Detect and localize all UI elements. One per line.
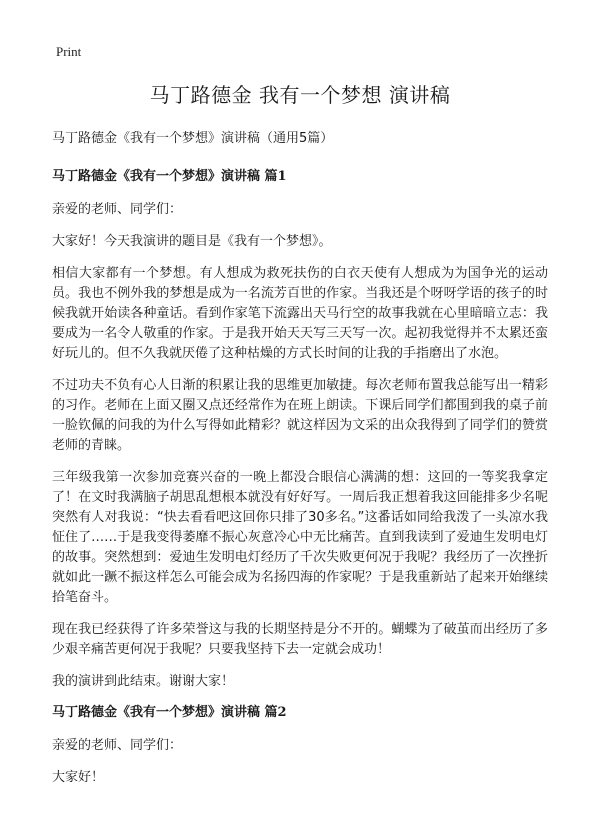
body-paragraph: 三年级我第一次参加竞赛兴奋的一晚上都没合眼信心满满的想：这回的一等奖我拿定了！在文时我满脑子胡思乱想根本就没有好好写。一周后我正想着我这回能排多少名呢突然有人对我说：“快去看看吧这回你只排了30多名。”这番话如同给我泼了一头凉水我怔住了……于是我变得萎靡不振心灰意冷心中无比痛苦。直到我读到了爱迪生发明电灯的故事。突然想到：爱迪生发明电灯经历了千次失败更何况于我呢？我经历了一次挫折就如此一蹶不振这样怎么可能会成为名扬四海的作家呢？于是我重新站了起来开始继续拾笔奋斗。 xyxy=(52,470,548,605)
speech-section-2 xyxy=(52,704,548,788)
body-paragraph: 相信大家都有一个梦想。有人想成为救死扶伤的白衣天使有人想成为为国争光的运动员。我也不例外我的梦想是成为一名流芳百世的作家。当我还是个呀呀学语的孩子的时候我就开始读各种童话。看到作家笔下流露出天马行空的故事我就在心里暗暗立志：我要成为一名令人敬重的作家。于是我开始天天写三天写一次。起初我觉得并不太累还蛮好玩儿的。但不久我就厌倦了这种枯燥的方式长时间的让我的手指磨出了水泡。 xyxy=(52,266,548,361)
body-paragraph: 现在我已经获得了许多荣誉这与我的长期坚持是分不开的。蝴蝶为了破茧而出经历了多少艰辛痛苦更何况于我呢？只要我坚持下去一定就会成功！ xyxy=(52,622,548,657)
print-label: Print xyxy=(56,44,82,59)
speech-section-1 xyxy=(52,168,548,692)
greeting-paragraph: 亲爱的老师、同学们： xyxy=(52,738,183,753)
section-heading: 马丁路德金《我有一个梦想》演讲稿 篇1 xyxy=(52,169,287,184)
section-heading: 马丁路德金《我有一个梦想》演讲稿 篇2 xyxy=(52,705,287,720)
document-subtitle: 马丁路德金《我有一个梦想》演讲稿（通用5篇） xyxy=(52,131,334,146)
document-title: 马丁路德金 我有一个梦想 演讲稿 xyxy=(149,83,451,107)
body-paragraph: 不过功夫不负有心人日渐的积累让我的思维更加敏捷。每次老师布置我总能写出一精彩的习作。老师在上面又圈又点还经常作为在班上朗读。下课后同学们都围到我的桌子前一脸钦佩的问我的为什么写得如此精彩？就这样因为文采的出众我得到了同学们的赞赏老师的青睐。 xyxy=(52,378,548,453)
closing-paragraph: 我的演讲到此结束。谢谢大家！ xyxy=(52,674,235,689)
opening-paragraph: 大家好！今天我演讲的题目是《我有一个梦想》。 xyxy=(52,234,332,249)
opening-paragraph: 大家好！ xyxy=(52,770,105,785)
greeting-paragraph: 亲爱的老师、同学们： xyxy=(52,202,183,217)
